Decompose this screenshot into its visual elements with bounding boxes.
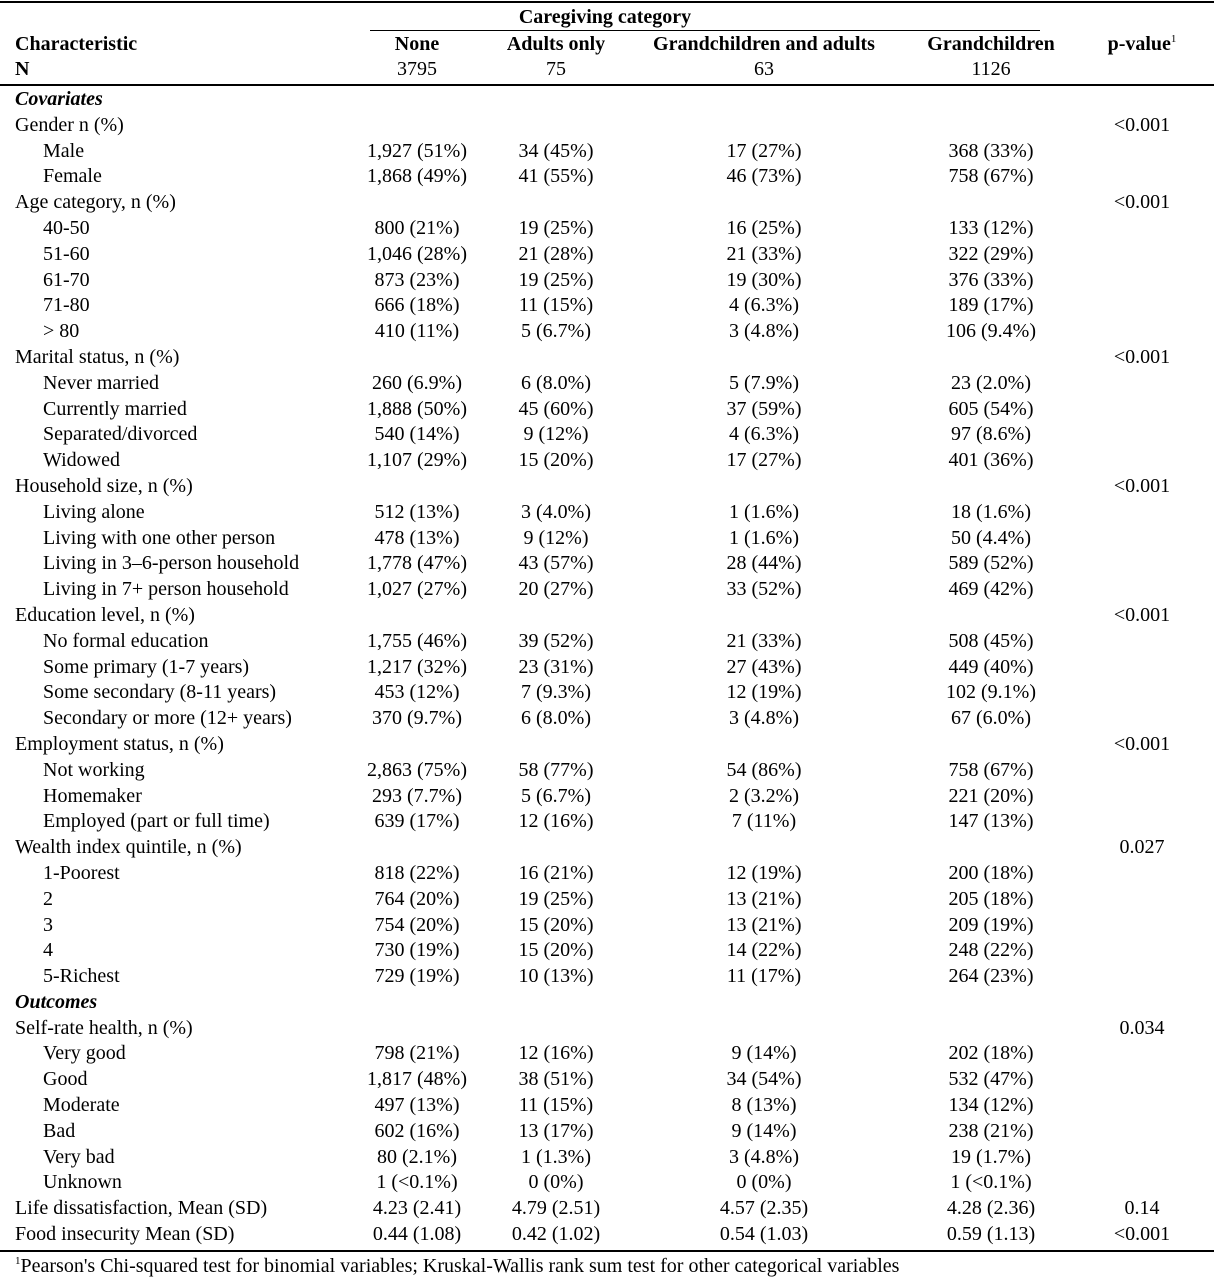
row-label: > 80 — [43, 320, 80, 343]
section-label: Outcomes — [15, 990, 98, 1013]
category-row — [0, 1041, 1214, 1067]
cell-value: 37 (59%) — [726, 397, 802, 420]
cell-value: 9 (14%) — [731, 1042, 797, 1065]
cell-value: 200 (18%) — [948, 861, 1034, 884]
cell-value: 54 (86%) — [726, 758, 802, 781]
row-label: Education level, n (%) — [15, 603, 195, 626]
header-rule — [0, 84, 1214, 86]
row-label: Some primary (1-7 years) — [43, 655, 250, 678]
cell-value: 4.79 (2.51) — [511, 1197, 601, 1220]
cell-value: 14 (22%) — [726, 939, 802, 962]
cell-value: 1 (<0.1%) — [950, 1171, 1032, 1194]
cell-value: 0 (0%) — [736, 1171, 792, 1194]
section-header-row — [0, 87, 1214, 113]
category-row — [0, 964, 1214, 990]
cell-value: 106 (9.4%) — [946, 320, 1036, 343]
category-row — [0, 319, 1214, 345]
cell-value: 1,046 (28%) — [367, 242, 467, 265]
footnote-marker: 1 — [15, 1255, 21, 1267]
cell-value: 15 (20%) — [518, 913, 594, 936]
row-label: Secondary or more (12+ years) — [43, 707, 292, 730]
cell-value: 58 (77%) — [518, 758, 594, 781]
p-value-cell: <0.001 — [1113, 732, 1171, 755]
cell-value: 27 (43%) — [726, 655, 802, 678]
row-label: Unknown — [43, 1171, 122, 1194]
cell-value: 873 (23%) — [374, 268, 460, 291]
category-row — [0, 577, 1214, 603]
cell-value: 0.54 (1.03) — [719, 1223, 809, 1246]
cell-value: 401 (36%) — [948, 449, 1034, 472]
p-value-cell: <0.001 — [1113, 474, 1171, 497]
row-label: Gender n (%) — [15, 113, 124, 136]
cell-value: 540 (14%) — [374, 423, 460, 446]
n-label: N — [15, 58, 30, 80]
category-row — [0, 268, 1214, 294]
column-header-grandchildren: Grandchildren — [927, 33, 1055, 55]
cell-value: 0.42 (1.02) — [511, 1223, 601, 1246]
cell-value: 13 (21%) — [726, 913, 802, 936]
cell-value: 13 (17%) — [518, 1119, 594, 1142]
row-label: Employment status, n (%) — [15, 732, 224, 755]
row-label: Currently married — [43, 397, 187, 420]
cell-value: 449 (40%) — [948, 655, 1034, 678]
row-label: Never married — [43, 371, 160, 394]
cell-value: 4 (6.3%) — [729, 423, 799, 446]
category-row — [0, 526, 1214, 552]
variable-row — [0, 732, 1214, 758]
cell-value: 248 (22%) — [948, 939, 1034, 962]
category-row — [0, 809, 1214, 835]
cell-value: 21 (28%) — [518, 242, 594, 265]
cell-value: 1 (1.6%) — [729, 526, 799, 549]
cell-value: 209 (19%) — [948, 913, 1034, 936]
row-label: Living in 7+ person household — [43, 578, 289, 601]
category-row — [0, 448, 1214, 474]
p-value-footnote-marker: 1 — [1170, 33, 1177, 45]
spanner-rule — [370, 30, 1040, 31]
row-label: Separated/divorced — [43, 423, 198, 446]
cell-value: 4.28 (2.36) — [946, 1197, 1036, 1220]
p-value-cell: <0.001 — [1113, 191, 1171, 214]
cell-value: 7 (9.3%) — [521, 681, 591, 704]
category-row — [0, 758, 1214, 784]
cell-value: 1,755 (46%) — [367, 629, 467, 652]
column-header-none: None — [394, 33, 440, 55]
p-value-cell: 0.14 — [1124, 1197, 1160, 1220]
category-row — [0, 1067, 1214, 1093]
n-value-none: 3795 — [397, 58, 437, 80]
category-row — [0, 1170, 1214, 1196]
cell-value: 12 (16%) — [518, 1042, 594, 1065]
cell-value: 17 (27%) — [726, 449, 802, 472]
category-row — [0, 629, 1214, 655]
cell-value: 23 (2.0%) — [951, 371, 1031, 394]
cell-value: 28 (44%) — [726, 552, 802, 575]
cell-value: 376 (33%) — [948, 268, 1034, 291]
row-label: 61-70 — [43, 268, 90, 291]
category-row — [0, 784, 1214, 810]
variable-row — [0, 113, 1214, 139]
cell-value: 478 (13%) — [374, 526, 460, 549]
cell-value: 2,863 (75%) — [367, 758, 467, 781]
cell-value: 1 (1.6%) — [729, 500, 799, 523]
cell-value: 508 (45%) — [948, 629, 1034, 652]
n-value-adults-only: 75 — [546, 58, 566, 80]
cell-value: 34 (45%) — [518, 139, 594, 162]
cell-value: 3 (4.8%) — [729, 320, 799, 343]
cell-value: 729 (19%) — [374, 965, 460, 988]
row-label: 40-50 — [43, 216, 90, 239]
cell-value: 764 (20%) — [374, 887, 460, 910]
cell-value: 134 (12%) — [948, 1094, 1034, 1117]
row-label: 4 — [43, 939, 53, 962]
footnote — [15, 1254, 899, 1278]
cell-value: 453 (12%) — [374, 681, 460, 704]
cell-value: 9 (12%) — [523, 526, 589, 549]
cell-value: 9 (14%) — [731, 1119, 797, 1142]
category-row — [0, 164, 1214, 190]
cell-value: 19 (30%) — [726, 268, 802, 291]
cell-value: 758 (67%) — [948, 758, 1034, 781]
cell-value: 11 (17%) — [726, 965, 802, 988]
cell-value: 11 (15%) — [518, 1094, 594, 1117]
cell-value: 4.57 (2.35) — [719, 1197, 809, 1220]
category-row — [0, 861, 1214, 887]
cell-value: 15 (20%) — [518, 449, 594, 472]
cell-value: 5 (7.9%) — [729, 371, 799, 394]
bottom-rule — [0, 1250, 1214, 1252]
cell-value: 147 (13%) — [948, 810, 1034, 833]
table-body — [0, 87, 1214, 1248]
cell-value: 21 (33%) — [726, 242, 802, 265]
cell-value: 13 (21%) — [726, 887, 802, 910]
cell-value: 0 (0%) — [528, 1171, 584, 1194]
category-row — [0, 551, 1214, 577]
cell-value: 17 (27%) — [726, 139, 802, 162]
category-row — [0, 1119, 1214, 1145]
cell-value: 3 (4.0%) — [521, 500, 591, 523]
cell-value: 221 (20%) — [948, 784, 1034, 807]
cell-value: 0.59 (1.13) — [946, 1223, 1036, 1246]
cell-value: 730 (19%) — [374, 939, 460, 962]
row-label: Moderate — [43, 1094, 120, 1117]
cell-value: 19 (1.7%) — [951, 1145, 1031, 1168]
cell-value: 602 (16%) — [374, 1119, 460, 1142]
cell-value: 10 (13%) — [518, 965, 594, 988]
cell-value: 43 (57%) — [518, 552, 594, 575]
cell-value: 80 (2.1%) — [377, 1145, 457, 1168]
cell-value: 39 (52%) — [518, 629, 594, 652]
row-label: Some secondary (8-11 years) — [43, 681, 277, 704]
category-row — [0, 293, 1214, 319]
row-label: 71-80 — [43, 294, 90, 317]
cell-value: 0.44 (1.08) — [372, 1223, 462, 1246]
row-label: Good — [43, 1068, 88, 1091]
cell-value: 21 (33%) — [726, 629, 802, 652]
cell-value: 639 (17%) — [374, 810, 460, 833]
row-label: Living with one other person — [43, 526, 276, 549]
cell-value: 368 (33%) — [948, 139, 1034, 162]
cell-value: 4.23 (2.41) — [372, 1197, 462, 1220]
section-label: Covariates — [15, 88, 103, 110]
column-header-grandchildren-and-adults: Grandchildren and adults — [653, 33, 875, 55]
cell-value: 45 (60%) — [518, 397, 594, 420]
characteristic-header: Characteristic — [15, 33, 138, 55]
row-label: Male — [43, 139, 85, 162]
row-label: Marital status, n (%) — [15, 345, 180, 368]
cell-value: 19 (25%) — [518, 887, 594, 910]
cell-value: 1,778 (47%) — [367, 552, 467, 575]
section-header-row — [0, 990, 1214, 1016]
category-row — [0, 371, 1214, 397]
category-row — [0, 706, 1214, 732]
cell-value: 50 (4.4%) — [951, 526, 1031, 549]
variable-row — [0, 345, 1214, 371]
cell-value: 1,027 (27%) — [367, 578, 467, 601]
cell-value: 202 (18%) — [948, 1042, 1034, 1065]
cell-value: 1,888 (50%) — [367, 397, 467, 420]
cell-value: 38 (51%) — [518, 1068, 594, 1091]
row-label: Very good — [43, 1042, 126, 1065]
cell-value: 19 (25%) — [518, 216, 594, 239]
cell-value: 589 (52%) — [948, 552, 1034, 575]
cell-value: 33 (52%) — [726, 578, 802, 601]
cell-value: 1,927 (51%) — [367, 139, 467, 162]
row-label: Wealth index quintile, n (%) — [15, 836, 242, 859]
cell-value: 6 (8.0%) — [521, 707, 591, 730]
cell-value: 12 (16%) — [518, 810, 594, 833]
row-label: Living in 3–6-person household — [43, 552, 300, 575]
row-label: Very bad — [43, 1145, 115, 1168]
cell-value: 370 (9.7%) — [372, 707, 462, 730]
cell-value: 293 (7.7%) — [372, 784, 462, 807]
variable-row — [0, 835, 1214, 861]
category-row — [0, 913, 1214, 939]
cell-value: 798 (21%) — [374, 1042, 460, 1065]
cell-value: 1,217 (32%) — [367, 655, 467, 678]
cell-value: 67 (6.0%) — [951, 707, 1031, 730]
row-label: 1-Poorest — [43, 861, 120, 884]
row-label: Widowed — [43, 449, 120, 472]
cell-value: 9 (12%) — [523, 423, 589, 446]
row-label: Household size, n (%) — [15, 474, 193, 497]
p-value-cell: <0.001 — [1113, 603, 1171, 626]
cell-value: 41 (55%) — [518, 165, 594, 188]
category-row — [0, 139, 1214, 165]
cell-value: 11 (15%) — [518, 294, 594, 317]
category-row — [0, 422, 1214, 448]
row-label: Life dissatisfaction, Mean (SD) — [15, 1197, 268, 1220]
cell-value: 15 (20%) — [518, 939, 594, 962]
variable-row — [0, 603, 1214, 629]
cell-value: 12 (19%) — [726, 861, 802, 884]
p-value-label: p-value — [1107, 33, 1171, 55]
cell-value: 666 (18%) — [374, 294, 460, 317]
cell-value: 20 (27%) — [518, 578, 594, 601]
cell-value: 1,107 (29%) — [367, 449, 467, 472]
variable-row — [0, 190, 1214, 216]
cell-value: 3 (4.8%) — [729, 707, 799, 730]
row-label: Age category, n (%) — [15, 191, 176, 214]
cell-value: 758 (67%) — [948, 165, 1034, 188]
row-label: Female — [43, 165, 102, 188]
cell-value: 34 (54%) — [726, 1068, 802, 1091]
category-row — [0, 500, 1214, 526]
cell-value: 532 (47%) — [948, 1068, 1034, 1091]
category-row — [0, 242, 1214, 268]
n-value-grandchildren: 1126 — [971, 58, 1011, 80]
cell-value: 1 (<0.1%) — [376, 1171, 458, 1194]
cell-value: 469 (42%) — [948, 578, 1034, 601]
cell-value: 6 (8.0%) — [521, 371, 591, 394]
row-label: Food insecurity Mean (SD) — [15, 1223, 235, 1246]
p-value-cell: <0.001 — [1113, 113, 1171, 136]
category-row — [0, 1093, 1214, 1119]
cell-value: 1,868 (49%) — [367, 165, 467, 188]
cell-value: 16 (25%) — [726, 216, 802, 239]
p-value-cell: 0.027 — [1119, 836, 1165, 859]
cell-value: 102 (9.1%) — [946, 681, 1036, 704]
cell-value: 497 (13%) — [374, 1094, 460, 1117]
row-label: Bad — [43, 1119, 76, 1142]
n-value-grandchildren-and-adults: 63 — [754, 58, 774, 80]
footnote-text: Pearson's Chi-squared test for binomial variables; Kruskal-Wallis rank sum test for other categorical variables — [20, 1255, 900, 1277]
cell-value: 512 (13%) — [374, 500, 460, 523]
cell-value: 605 (54%) — [948, 397, 1034, 420]
top-rule — [0, 1, 1214, 3]
row-label: 5-Richest — [43, 965, 120, 988]
row-label: Not working — [43, 758, 145, 781]
cell-value: 800 (21%) — [374, 216, 460, 239]
cell-value: 16 (21%) — [518, 861, 594, 884]
cell-value: 7 (11%) — [731, 810, 797, 833]
category-row — [0, 680, 1214, 706]
variable-row — [0, 1222, 1214, 1248]
cell-value: 12 (19%) — [726, 681, 802, 704]
cell-value: 205 (18%) — [948, 887, 1034, 910]
p-value-cell: <0.001 — [1113, 1223, 1171, 1246]
cell-value: 260 (6.9%) — [372, 371, 462, 394]
row-label: 51-60 — [43, 242, 90, 265]
cell-value: 23 (31%) — [518, 655, 594, 678]
cell-value: 5 (6.7%) — [521, 784, 591, 807]
variable-row — [0, 1196, 1214, 1222]
category-row — [0, 655, 1214, 681]
category-row — [0, 397, 1214, 423]
cell-value: 133 (12%) — [948, 216, 1034, 239]
row-label: Homemaker — [43, 784, 142, 807]
cell-value: 2 (3.2%) — [729, 784, 799, 807]
cell-value: 189 (17%) — [948, 294, 1034, 317]
cell-value: 1,817 (48%) — [367, 1068, 467, 1091]
category-row — [0, 216, 1214, 242]
cell-value: 5 (6.7%) — [521, 320, 591, 343]
p-value-cell: <0.001 — [1113, 345, 1171, 368]
column-header-adults-only: Adults only — [506, 33, 606, 55]
column-header-p-value — [1108, 32, 1177, 56]
cell-value: 754 (20%) — [374, 913, 460, 936]
cell-value: 1 (1.3%) — [521, 1145, 591, 1168]
row-label: 2 — [43, 887, 53, 910]
cell-value: 46 (73%) — [726, 165, 802, 188]
cell-value: 818 (22%) — [374, 861, 460, 884]
caregiving-category-header: Caregiving category — [518, 6, 692, 28]
row-label: Self-rate health, n (%) — [15, 1016, 193, 1039]
cell-value: 238 (21%) — [948, 1119, 1034, 1142]
row-label: Living alone — [43, 500, 145, 523]
cell-value: 4 (6.3%) — [729, 294, 799, 317]
cell-value: 18 (1.6%) — [951, 500, 1031, 523]
cell-value: 264 (23%) — [948, 965, 1034, 988]
row-label: No formal education — [43, 629, 209, 652]
category-row — [0, 1145, 1214, 1171]
category-row — [0, 887, 1214, 913]
cell-value: 3 (4.8%) — [729, 1145, 799, 1168]
cell-value: 322 (29%) — [948, 242, 1034, 265]
variable-row — [0, 474, 1214, 500]
row-label: Employed (part or full time) — [43, 810, 270, 833]
category-row — [0, 938, 1214, 964]
row-label: 3 — [43, 913, 53, 936]
p-value-cell: 0.034 — [1119, 1016, 1165, 1039]
cell-value: 410 (11%) — [374, 320, 460, 343]
cell-value: 97 (8.6%) — [951, 423, 1031, 446]
cell-value: 19 (25%) — [518, 268, 594, 291]
variable-row — [0, 1016, 1214, 1042]
cell-value: 8 (13%) — [731, 1094, 797, 1117]
